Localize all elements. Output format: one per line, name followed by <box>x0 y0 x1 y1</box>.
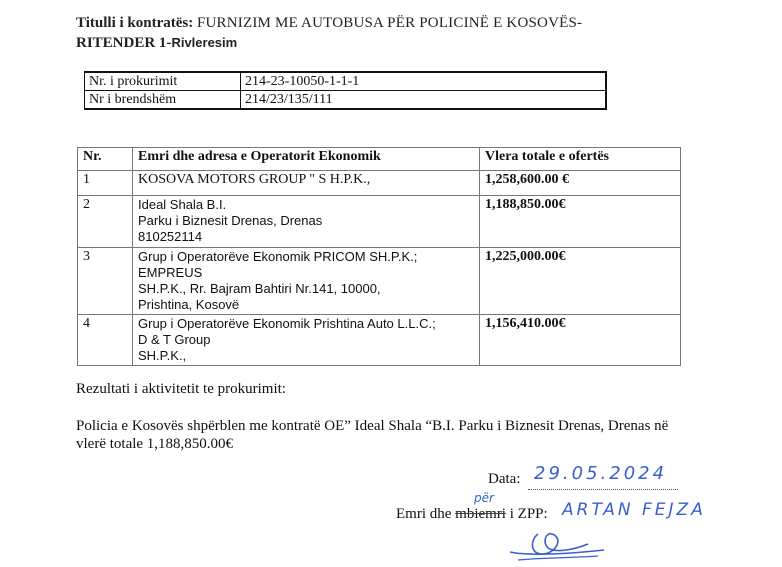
internal-number-label: Nr i brendshëm <box>85 91 241 110</box>
zpp-row <box>396 500 706 523</box>
row-nr: 1 <box>78 171 133 196</box>
operator-name-line: SH.P.K., <box>138 348 187 363</box>
row-nr: 3 <box>78 248 133 315</box>
table-row <box>85 72 607 91</box>
operator-name-line: D & T Group <box>138 332 211 347</box>
title-line2: RITENDER 1- <box>76 35 172 51</box>
handwritten-date: 29.05.2024 <box>534 463 668 484</box>
operator-name-line: Grup i Operatorëve Ekonomik Prishtina Auto L.L.C.; <box>138 316 436 331</box>
procurement-number-value: 214-23-10050-1-1-1 <box>241 72 607 91</box>
zpp-label-struck: mbiemri <box>455 506 506 522</box>
operator-name <box>133 248 480 315</box>
offer-value: 1,225,000.00€ <box>480 248 681 315</box>
date-row <box>488 463 668 488</box>
operator-name-line: Prishtina, Kosovë <box>138 297 240 312</box>
table-row <box>78 315 681 366</box>
operator-name-line: 810252114 <box>138 229 203 244</box>
operator-name <box>133 171 480 196</box>
procurement-number-label: Nr. i prokurimit <box>85 72 241 91</box>
operator-name <box>133 315 480 366</box>
operators-table <box>77 147 681 366</box>
handwritten-correction: për <box>474 491 494 505</box>
date-underline <box>528 489 678 490</box>
result-text: Policia e Kosovës shpërblen me kontratë OE” Ideal Shala “B.I. Parku i Biznesit Drenas, Drenas në vlerë totale 1,188,850.00€ <box>76 418 669 452</box>
row-nr: 4 <box>78 315 133 366</box>
date-label: Data: <box>488 471 521 487</box>
row-nr: 2 <box>78 196 133 248</box>
result-label: Rezultati i aktivitetit te prokurimit: <box>76 381 286 397</box>
zpp-label-before: Emri dhe <box>396 506 456 522</box>
table-row <box>85 91 607 110</box>
handwritten-zpp-name: ARTAN FEJZA <box>562 500 706 520</box>
internal-number-value: 214/23/135/111 <box>241 91 607 110</box>
header-operator: Emri dhe adresa e Operatorit Ekonomik <box>133 148 480 171</box>
operator-name-line: EMPREUS <box>138 265 203 280</box>
header-nr: Nr. <box>78 148 133 171</box>
title-value: FURNIZIM ME AUTOBUSA PËR POLICINË E KOSOVËS- <box>196 15 583 31</box>
offer-value: 1,258,600.00 € <box>480 171 681 196</box>
table-header-row <box>78 148 681 171</box>
zpp-label-after: i ZPP: <box>505 506 548 522</box>
operator-name-line: SH.P.K., Rr. Bajram Bahtiri Nr.141, 10000, <box>138 281 381 296</box>
operator-name <box>133 196 480 248</box>
offer-value: 1,188,850.00€ <box>480 196 681 248</box>
title-line2-suffix: Rivleresim <box>171 35 238 50</box>
table-row <box>78 196 681 248</box>
table-row <box>78 171 681 196</box>
signature-icon <box>508 528 608 564</box>
procurement-ids-table <box>84 71 607 110</box>
contract-title <box>76 14 676 53</box>
operator-name-line: Ideal Shala B.I. <box>138 197 227 212</box>
title-label: Titulli i kontratës: <box>76 15 194 31</box>
header-value: Vlera totale e ofertës <box>480 148 681 171</box>
operator-name-line: KOSOVA MOTORS GROUP " S H.P.K., <box>138 172 371 187</box>
operator-name-line: Grup i Operatorëve Ekonomik PRICOM SH.P.K.; <box>138 249 418 264</box>
operator-name-line: Parku i Biznesit Drenas, Drenas <box>138 213 323 228</box>
table-row <box>78 248 681 315</box>
offer-value: 1,156,410.00€ <box>480 315 681 366</box>
